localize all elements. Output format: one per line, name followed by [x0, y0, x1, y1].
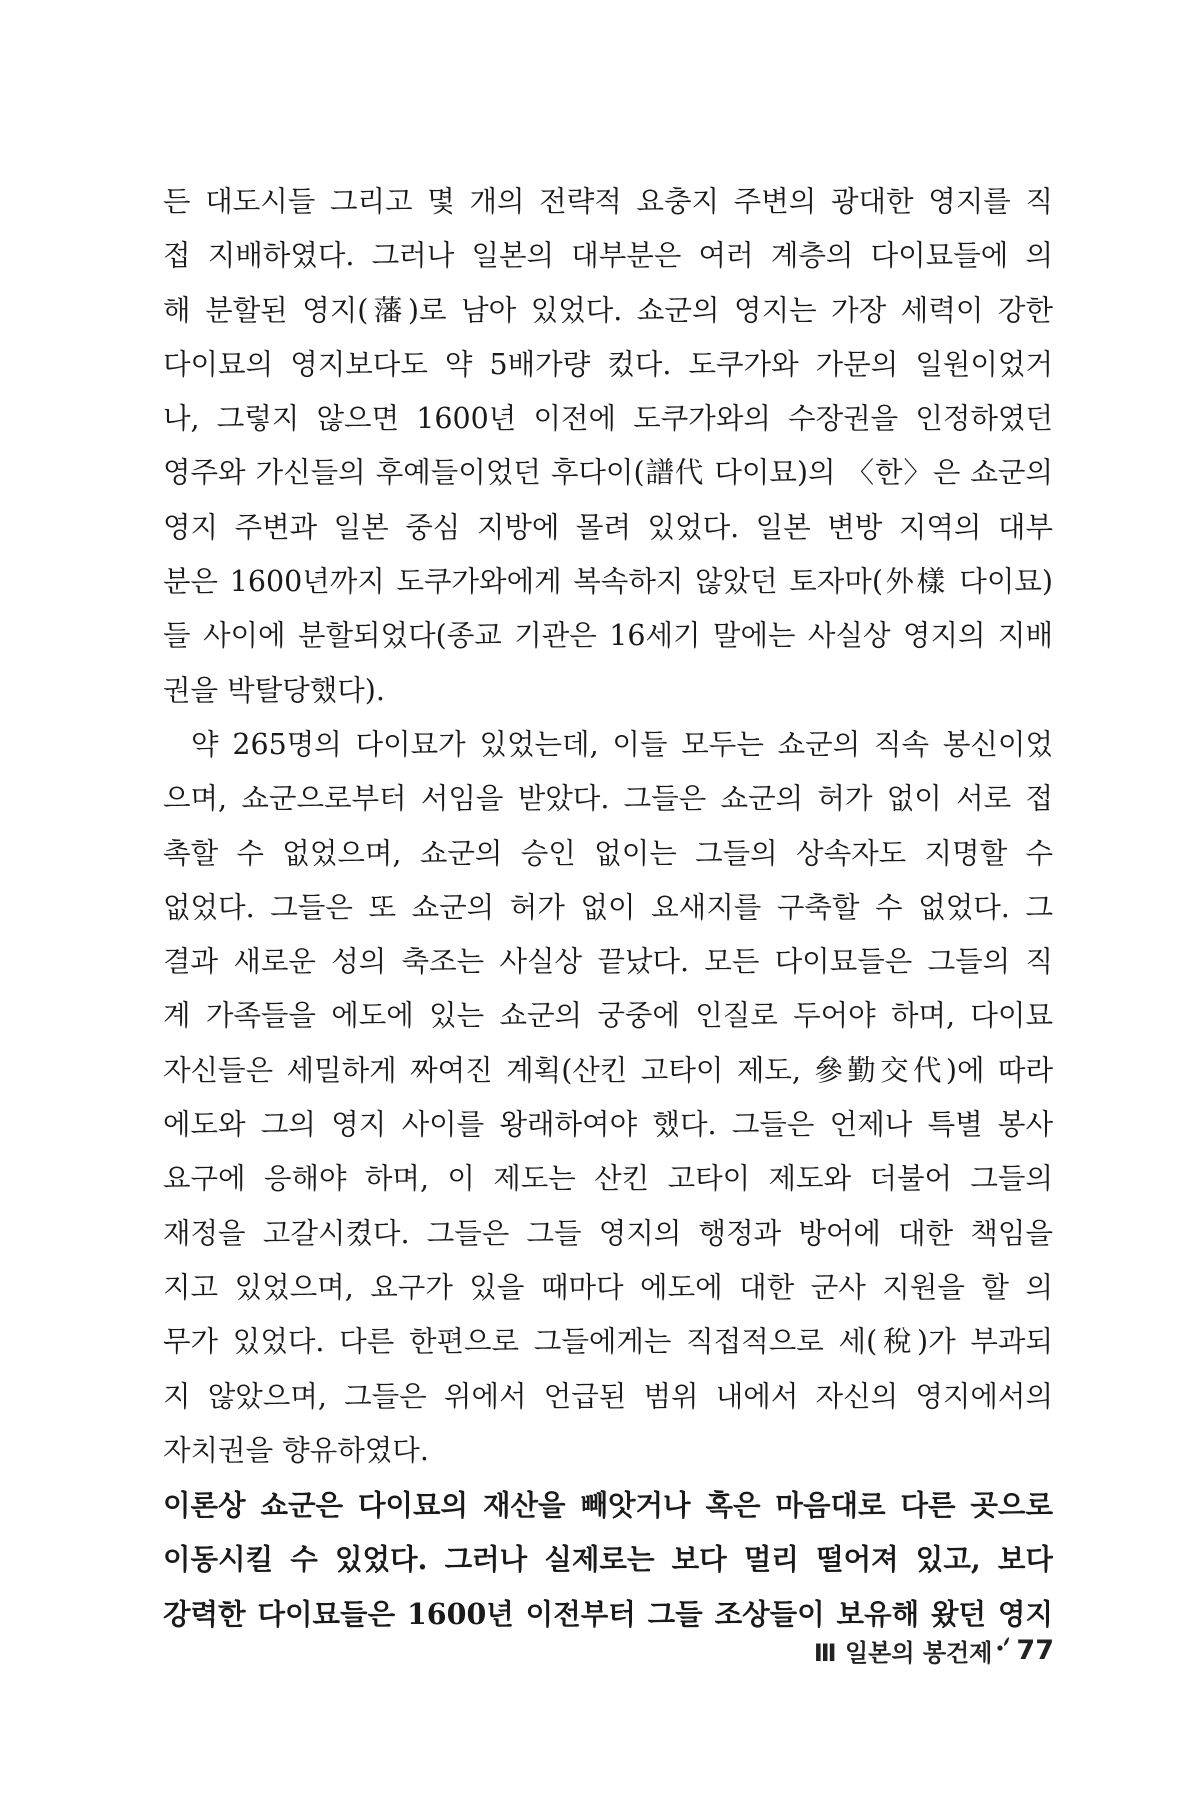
- text-line: 이동시킬 수 있었다. 그러나 실제로는 보다 멀리 떨어져 있고, 보다: [163, 1542, 1053, 1577]
- text-line: 접 지배하였다. 그러나 일본의 대부분은 여러 계층의 다이묘들에 의: [163, 239, 1053, 273]
- text-line: 권을 박탈당했다).: [163, 673, 385, 707]
- body-text: [163, 175, 1053, 1641]
- text-line: 에도와 그의 영지 사이를 왕래하여야 했다. 그들은 언제나 특별 봉사: [163, 1108, 1053, 1142]
- text-line: 강력한 다이묘들은 1600년 이전부터 그들 조상들이 보유해 왔던 영지: [163, 1596, 1053, 1631]
- text-line: 결과 새로운 성의 축조는 사실상 끝났다. 모든 다이묘들은 그들의 직: [163, 945, 1053, 979]
- running-footer: [796, 1630, 1054, 1670]
- text-line: 촉할 수 없었으며, 쇼군의 승인 없이는 그들의 상속자도 지명할 수: [163, 836, 1053, 870]
- text-line: 다이묘의 영지보다도 약 5배가량 컸다. 도쿠가와 가문의 일원이었거: [163, 347, 1053, 381]
- text-line: 없었다. 그들은 또 쇼군의 허가 없이 요새지를 구축할 수 없었다. 그: [163, 890, 1053, 924]
- text-line: 영지 주변과 일본 중심 지방에 몰려 있었다. 일본 변방 지역의 대부: [163, 510, 1053, 544]
- text-line: 재정을 고갈시켰다. 그들은 그들 영지의 행정과 방어에 대한 책임을: [163, 1216, 1053, 1250]
- text-line: 으며, 쇼군으로부터 서임을 받았다. 그들은 쇼군의 허가 없이 서로 접: [163, 782, 1053, 816]
- text-line: 분은 1600년까지 도쿠가와에게 복속하지 않았던 토자마(外樣 다이묘): [163, 565, 1053, 599]
- text-line: 무가 있었다. 다른 한편으로 그들에게는 직접적으로 세(稅)가 부과되: [163, 1325, 1053, 1359]
- text-line: 든 대도시들 그리고 몇 개의 전략적 요충지 주변의 광대한 영지를 직: [163, 185, 1053, 218]
- text-line: 지 않았으며, 그들은 위에서 언급된 범위 내에서 자신의 영지에서의: [163, 1379, 1053, 1413]
- chapter-title: Ⅲ 일본의 봉건제: [813, 1638, 993, 1667]
- text-line: 지고 있었으며, 요구가 있을 때마다 에도에 대한 군사 지원을 할 의: [163, 1270, 1053, 1304]
- paragraph-start-line: 약 265명의 다이묘가 있었는데, 이들 모두는 쇼군의 직속 봉신이었: [191, 727, 1053, 761]
- leaf-ornament-icon: [996, 1636, 1010, 1654]
- text-line: 영주와 가신들의 후예들이었던 후다이(譜代 다이묘)의 〈한〉은 쇼군의: [163, 456, 1053, 490]
- text-line: 나, 그렇지 않으면 1600년 이전에 도쿠가와의 수장권을 인정하였던: [163, 402, 1053, 436]
- text-line: 들 사이에 분할되었다(종교 기관은 16세기 말에는 사실상 영지의 지배: [163, 619, 1053, 653]
- page-number: 77: [1016, 1634, 1054, 1666]
- text-line: 요구에 응해야 하며, 이 제도는 산킨 고타이 제도와 더불어 그들의: [163, 1162, 1053, 1196]
- text-line: 자신들은 세밀하게 짜여진 계획(산킨 고타이 제도, 參勤交代)에 따라: [163, 1053, 1053, 1087]
- text-line: 해 분할된 영지(藩)로 남아 있었다. 쇼군의 영지는 가장 세력이 강한: [163, 293, 1053, 327]
- paragraph-start-line: 이론상 쇼군은 다이묘의 재산을 빼앗거나 혹은 마음대로 다른 곳으로: [163, 1488, 1053, 1523]
- text-line: 자치권을 향유하였다.: [163, 1433, 429, 1467]
- text-line: 계 가족들을 에도에 있는 쇼군의 궁중에 인질로 두어야 하며, 다이묘: [163, 999, 1053, 1033]
